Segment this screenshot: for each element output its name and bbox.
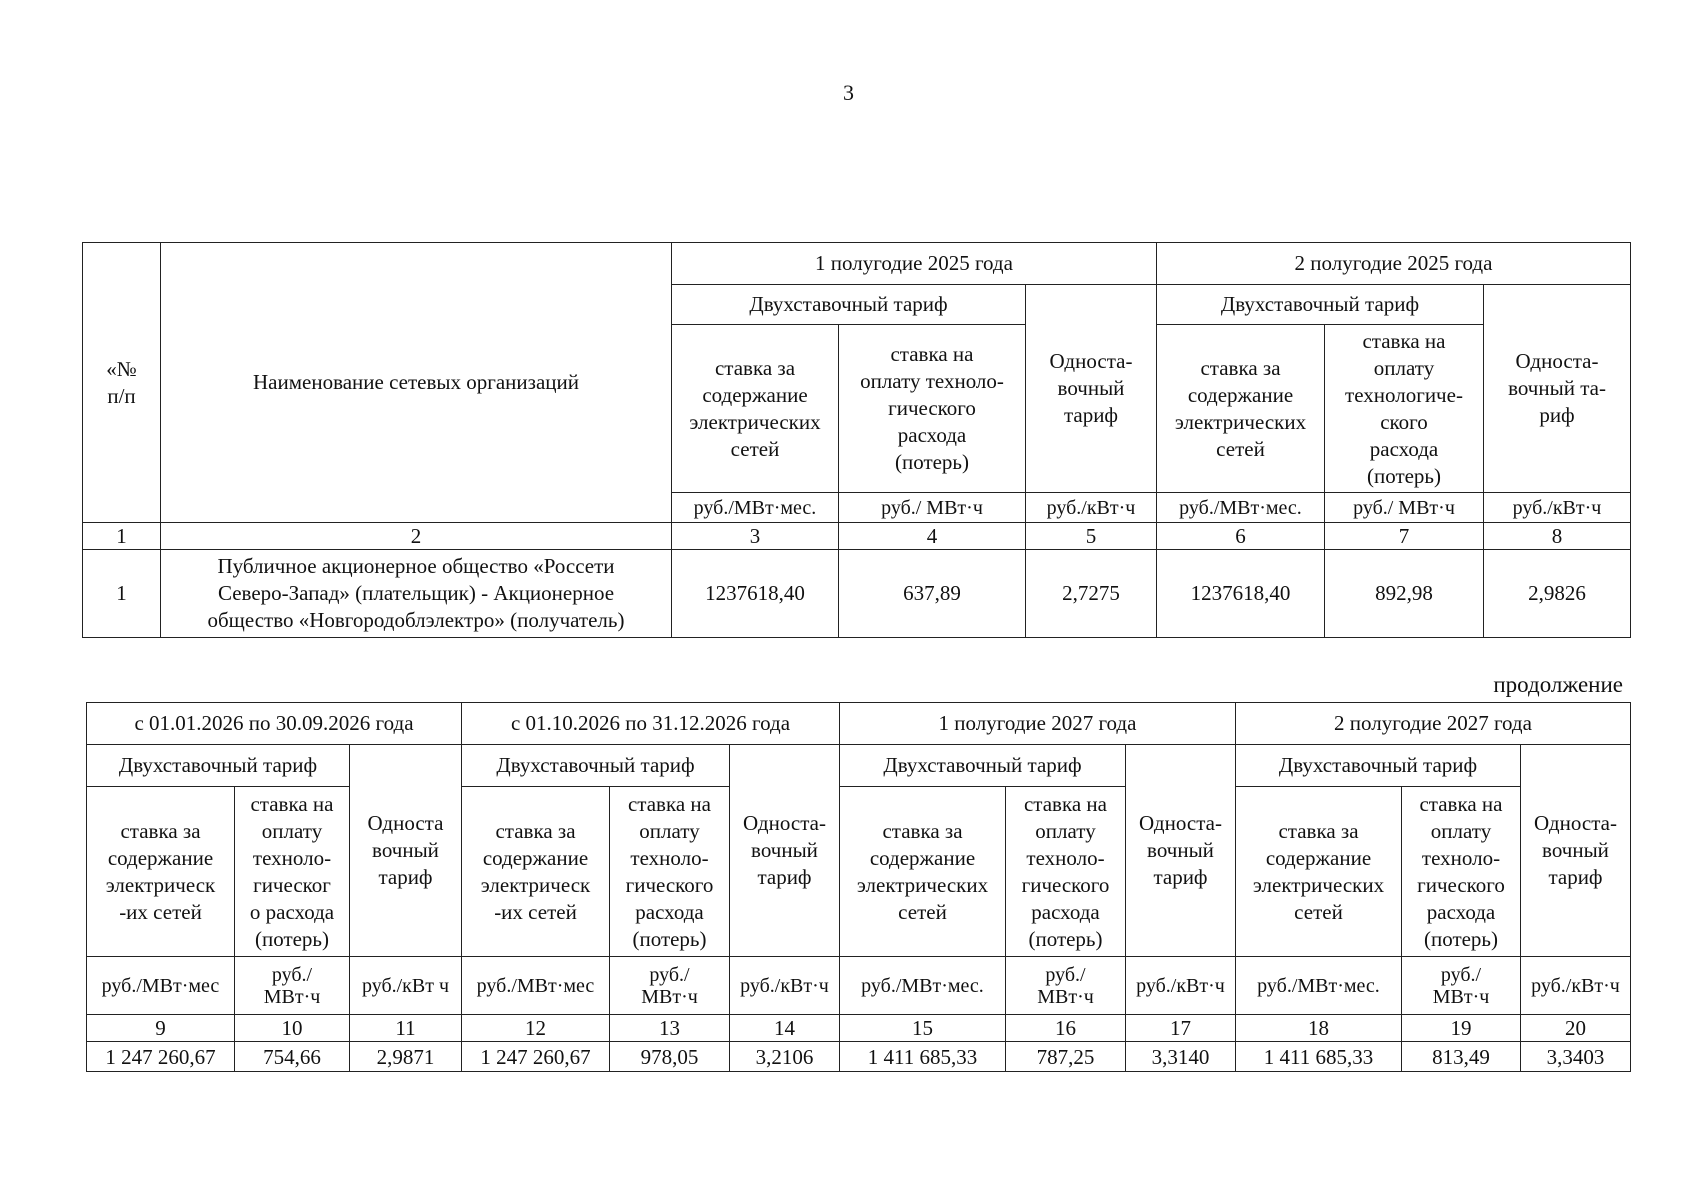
- column-number: 18: [1236, 1015, 1402, 1042]
- unit-cell: руб./ МВт·ч: [610, 957, 730, 1015]
- value-cell: 1 247 260,67: [462, 1042, 610, 1072]
- value-cell: 3,3140: [1126, 1042, 1236, 1072]
- unit-cell: руб./МВт·мес: [462, 957, 610, 1015]
- column-number: 20: [1521, 1015, 1631, 1042]
- column-number: 16: [1006, 1015, 1126, 1042]
- table-row: [83, 550, 1631, 638]
- unit-cell: руб./МВт·мес.: [1236, 957, 1402, 1015]
- header-period: с 01.10.2026 по 31.12.2026 года: [462, 703, 840, 745]
- header-row-number: «№ п/п: [83, 243, 161, 523]
- page-number: 3: [843, 80, 854, 105]
- header-maintenance-rate: ставка за содержание электрических сетей: [840, 787, 1006, 957]
- unit-cell: руб./кВт·ч: [1484, 493, 1631, 523]
- column-number: 4: [839, 523, 1026, 550]
- column-number: 3: [672, 523, 839, 550]
- tariff-table-2026-2027: [86, 702, 1631, 1072]
- header-two-rate: Двухставочный тариф: [840, 745, 1126, 787]
- header-organization-name: Наименование сетевых организаций: [161, 243, 672, 523]
- unit-cell: руб./МВт·мес.: [840, 957, 1006, 1015]
- row-number: 1: [83, 550, 161, 638]
- value-cell: 978,05: [610, 1042, 730, 1072]
- value-cell: 754,66: [235, 1042, 350, 1072]
- value-cell: 1 411 685,33: [1236, 1042, 1402, 1072]
- organization-name: Публичное акционерное общество «Россети Северо-Запад» (плательщик) - Акционерное общество «Новгородоблэлектро» (получатель): [161, 550, 672, 638]
- value-cell: 892,98: [1325, 550, 1484, 638]
- header-single-rate-1: Односта- вочный тариф: [1026, 285, 1157, 493]
- column-number: 11: [350, 1015, 462, 1042]
- header-maintenance-rate: ставка за содержание электрическ -их сетей: [87, 787, 235, 957]
- header-maintenance-rate: ставка за содержание электрическ -их сетей: [462, 787, 610, 957]
- header-loss-rate: ставка на оплату техноло- гического расхода (потерь): [610, 787, 730, 957]
- header-period-2: 2 полугодие 2025 года: [1157, 243, 1631, 285]
- header-maintenance-rate-1: ставка за содержание электрических сетей: [672, 325, 839, 493]
- value-cell: 787,25: [1006, 1042, 1126, 1072]
- header-single-rate: Односта- вочный тариф: [1126, 745, 1236, 957]
- column-number: 13: [610, 1015, 730, 1042]
- column-number: 6: [1157, 523, 1325, 550]
- header-single-rate-2: Односта- вочный та- риф: [1484, 285, 1631, 493]
- column-number: 14: [730, 1015, 840, 1042]
- column-number: 2: [161, 523, 672, 550]
- header-period-1: 1 полугодие 2025 года: [672, 243, 1157, 285]
- column-number: 1: [83, 523, 161, 550]
- column-number: 15: [840, 1015, 1006, 1042]
- column-number: 19: [1402, 1015, 1521, 1042]
- value-cell: 3,2106: [730, 1042, 840, 1072]
- tariff-table-2025: [82, 242, 1631, 638]
- header-period: 1 полугодие 2027 года: [840, 703, 1236, 745]
- value-cell: 1 247 260,67: [87, 1042, 235, 1072]
- header-single-rate: Односта- вочный тариф: [730, 745, 840, 957]
- header-loss-rate-1: ставка на оплату техноло- гического расхода (потерь): [839, 325, 1026, 493]
- unit-cell: руб./кВт·ч: [1521, 957, 1631, 1015]
- column-number: 7: [1325, 523, 1484, 550]
- unit-cell: руб./ МВт·ч: [1325, 493, 1484, 523]
- value-cell: 1 411 685,33: [840, 1042, 1006, 1072]
- header-two-rate-1: Двухставочный тариф: [672, 285, 1026, 325]
- unit-cell: руб./ МВт·ч: [839, 493, 1026, 523]
- header-loss-rate: ставка на оплату техноло- гическог о расхода (потерь): [235, 787, 350, 957]
- column-number: 17: [1126, 1015, 1236, 1042]
- column-number: 8: [1484, 523, 1631, 550]
- table-row: [87, 1042, 1631, 1072]
- header-single-rate: Односта вочный тариф: [350, 745, 462, 957]
- column-number: 9: [87, 1015, 235, 1042]
- header-single-rate: Односта- вочный тариф: [1521, 745, 1631, 957]
- unit-cell: руб./МВт·мес.: [672, 493, 839, 523]
- unit-cell: руб./МВт·мес.: [1157, 493, 1325, 523]
- value-cell: 813,49: [1402, 1042, 1521, 1072]
- value-cell: 1237618,40: [672, 550, 839, 638]
- value-cell: 2,9826: [1484, 550, 1631, 638]
- unit-cell: руб./кВт·ч: [1126, 957, 1236, 1015]
- header-two-rate: Двухставочный тариф: [87, 745, 350, 787]
- header-loss-rate-2: ставка на оплату технологиче- ского расхода (потерь): [1325, 325, 1484, 493]
- header-maintenance-rate: ставка за содержание электрических сетей: [1236, 787, 1402, 957]
- header-loss-rate: ставка на оплату техноло- гического расхода (потерь): [1402, 787, 1521, 957]
- unit-cell: руб./ МВт·ч: [1402, 957, 1521, 1015]
- unit-cell: руб./ МВт·ч: [235, 957, 350, 1015]
- header-period: с 01.01.2026 по 30.09.2026 года: [87, 703, 462, 745]
- unit-cell: руб./кВт·ч: [730, 957, 840, 1015]
- header-two-rate: Двухставочный тариф: [1236, 745, 1521, 787]
- header-maintenance-rate-2: ставка за содержание электрических сетей: [1157, 325, 1325, 493]
- unit-cell: руб./МВт·мес: [87, 957, 235, 1015]
- value-cell: 637,89: [839, 550, 1026, 638]
- value-cell: 1237618,40: [1157, 550, 1325, 638]
- column-number: 12: [462, 1015, 610, 1042]
- header-two-rate: Двухставочный тариф: [462, 745, 730, 787]
- header-loss-rate: ставка на оплату техноло- гического расхода (потерь): [1006, 787, 1126, 957]
- unit-cell: руб./кВт·ч: [1026, 493, 1157, 523]
- value-cell: 2,9871: [350, 1042, 462, 1072]
- continuation-label: продолжение: [1493, 672, 1623, 697]
- column-number: 5: [1026, 523, 1157, 550]
- column-number: 10: [235, 1015, 350, 1042]
- unit-cell: руб./кВт ч: [350, 957, 462, 1015]
- value-cell: 3,3403: [1521, 1042, 1631, 1072]
- header-two-rate-2: Двухставочный тариф: [1157, 285, 1484, 325]
- unit-cell: руб./ МВт·ч: [1006, 957, 1126, 1015]
- value-cell: 2,7275: [1026, 550, 1157, 638]
- header-period: 2 полугодие 2027 года: [1236, 703, 1631, 745]
